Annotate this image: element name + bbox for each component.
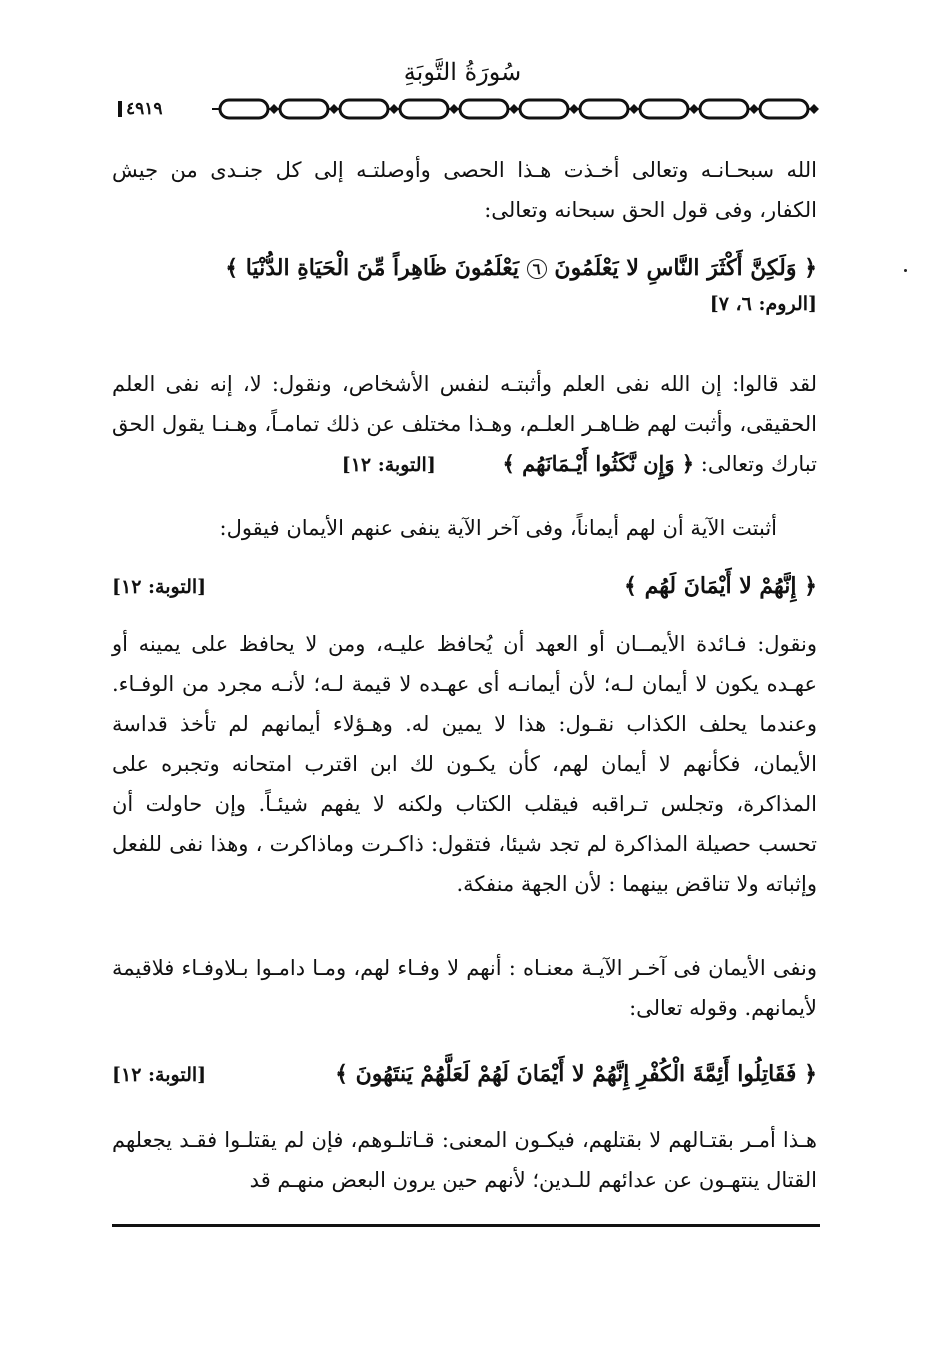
paragraph-6 [112, 1120, 817, 1200]
header-ornament [112, 96, 822, 122]
verse-line [112, 1054, 817, 1095]
inline-verse: ﴿ وَإِن نَّكَثُوا أَيْـمَانَهُم ﴾ [502, 451, 695, 476]
paragraph-3 [112, 508, 817, 548]
paragraph-text: ونفى الأيمان فى آخـر الآيـة معنـاه : أنهم لا وفـاء لهم، ومـا دامـوا بـلاوفـاء فلاقيمة لأيمانهم. وقوله تعالى: [112, 956, 817, 1020]
paragraph-1 [112, 150, 817, 230]
paragraph-5 [112, 948, 817, 1028]
verse-text: يَعْلَمُونَ ظَاهِراً مِّنَ الْحَيَاةِ الدُّنْيَا ﴾ [225, 255, 519, 281]
margin-dot [904, 269, 907, 272]
verse-block-2 [112, 566, 817, 607]
paragraph-text [112, 364, 817, 485]
verse-reference: [التوبة: ١٢] [112, 1064, 207, 1086]
paragraph-4 [112, 624, 817, 904]
verse-reference: [الروم: ٦، ٧] [709, 293, 817, 315]
paragraph-text-span: لقد قالوا: إن الله نفى العلم وأثبتـه لنفس الأشخاص، ونقول: لا، إنه نفى العلم الحقيقى، وأثبت لهم ظـاهـر العلـم، وهـذا مختلف عن ذلك تمامـاً، وهـنـا يقول الحق تبارك وتعالى: [112, 372, 817, 476]
verse-line [112, 566, 817, 607]
verse-block-3 [112, 1054, 817, 1095]
paragraph-text: أثبتت الآية أن لهم أيماناً، وفى آخر الآية ينفى عنهم الأيمان فيقول: [219, 516, 777, 540]
verse-reference: [التوبة: ١٢] [341, 454, 436, 476]
paragraph-text: الله سبحـانـه وتعالى أخـذت هـذا الحصى وأوصلتـه إلى كل جنـدى من جيش الكفار، وفى قول الحق سبحانه وتعالى: [112, 158, 817, 222]
verse-line [112, 248, 817, 288]
chain-ornament-icon [112, 96, 822, 122]
verse-reference: [التوبة: ١٢] [112, 576, 207, 598]
verse-block-1 [112, 248, 817, 320]
paragraph-text: ونقول: فـائدة الأيمــان أو العهد أن يُحافظ عليـه، ومن لا يحافظ على يمينه أو عهـده يكون لا أيمان لـه؛ لأن أيمانـه أى عهـده لا قيمة لـه؛ لأنـه مجرد من الوفـاء. وعندما يحلف الكذاب نقـول: هذا لا يمين له. وهـؤلاء أيمانهم لم تأخذ قداسة الأيمان، فكأنهم لا أيمان لهم، كأن يكـون لك ابن اقترب امتحانه وتجبره على المذاكرة، وتجلس تـراقبه فيقلب الكتاب ولكنه لا يفهم شيئـاً. وإن حاولت أن تحسب حصيلة المذاكرة لم تجد شيئا، فتقول: ذاكـرت وماذاكرت ، وهذا نفى للفعل وإثباته ولا تناقض بينهما : لأن الجهة منفكة. [112, 632, 817, 896]
paragraph-text: هـذا أمـر بقتـالهم لا بقتلهم، فيكـون المعنى: قـاتلـوهم، فإن لم يقتلـوا فقـد يجعلهم القتال ينتهـون عن عدائهم للـدين؛ لأنهم حين يرون البعض منهـم قد [112, 1128, 817, 1192]
paragraph-2 [112, 364, 817, 485]
verse-text: ﴿ وَلَكِنَّ أَكْثَرَ النَّاسِ لا يَعْلَمُونَ [554, 255, 817, 281]
footer-rule [112, 1224, 820, 1227]
verse-text: ﴿ فَقَاتِلُوا أَئِمَّةَ الْكُفْرِ إِنَّهُمْ لا أَيْمَانَ لَهُمْ لَعَلَّهُمْ يَنتَهُونَ ﴾ [335, 1061, 817, 1087]
verse-text: ﴿ إِنَّهُمْ لا أَيْمَانَ لَهُم ﴾ [624, 573, 817, 599]
surah-title: سُورَةُ التَّوبَةِ [403, 58, 522, 86]
ayah-number-marker: ٦ [527, 259, 547, 279]
page-number: ٤٩١٩ [122, 96, 167, 122]
